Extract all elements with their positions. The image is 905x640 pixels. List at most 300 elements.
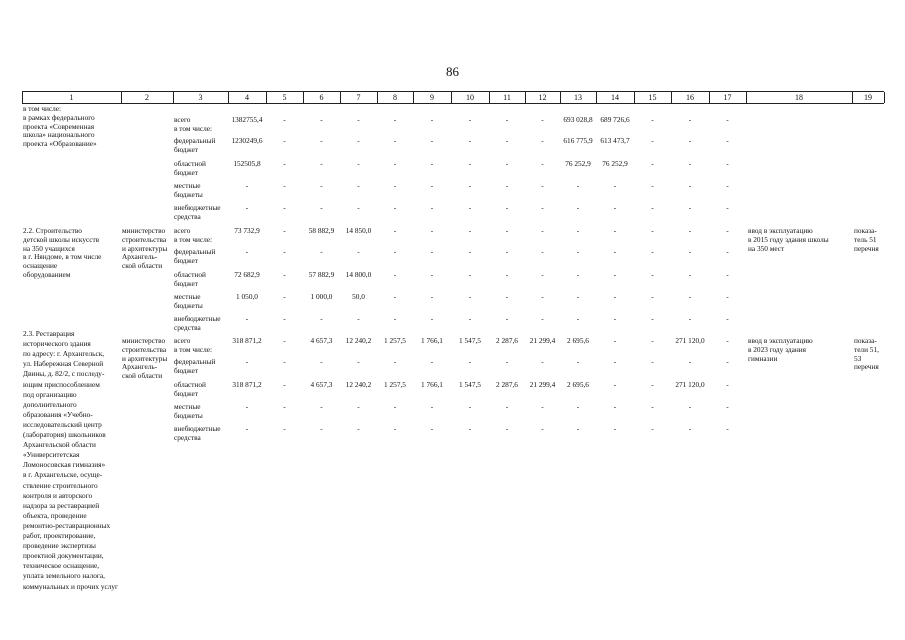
cell-dash: - — [541, 203, 544, 212]
column-header-18: 18 — [795, 93, 803, 102]
cell-dash: - — [393, 115, 397, 124]
cell-dash: - — [613, 424, 617, 433]
column-divider — [413, 92, 414, 103]
cell-dash: - — [357, 314, 360, 323]
cell-dash: - — [726, 159, 729, 168]
column-header-16: 16 — [686, 93, 694, 102]
column-divider — [173, 92, 174, 103]
cell-dash: - — [576, 424, 580, 433]
activity-name: уплата земельного налога, — [23, 571, 105, 581]
column-header-15: 15 — [648, 93, 657, 102]
cell-dash: - — [430, 314, 434, 323]
cell-dash: - — [613, 292, 617, 301]
cell-value: 271 120,0 — [675, 380, 705, 389]
cell-dash: - — [283, 292, 286, 301]
cell-dash: - — [283, 357, 286, 366]
cell-dash: - — [541, 247, 544, 256]
activity-name: ремонтно-реставрационных — [23, 520, 111, 530]
activity-name: на 350 учащихся — [23, 243, 75, 253]
src-ext: средства — [174, 432, 201, 442]
cell-dash: - — [541, 314, 544, 323]
column-divider — [560, 92, 561, 103]
column-divider — [671, 92, 672, 103]
responsible: строительства — [122, 234, 167, 244]
cell-dash: - — [320, 136, 323, 145]
src-loc: бюджеты — [174, 410, 203, 420]
cell-dash: - — [430, 159, 434, 168]
cell-dash: - — [393, 181, 397, 190]
cell-value: 76 252,9 — [565, 159, 591, 168]
src-total: всего — [174, 226, 191, 235]
cell-value: 318 871,2 — [232, 380, 262, 389]
cell-dash: - — [651, 115, 654, 124]
src-reg: бюджет — [174, 278, 198, 288]
cell-dash: - — [688, 424, 692, 433]
cell-dash: - — [430, 357, 434, 366]
cell-dash: - — [576, 181, 580, 190]
column-header-row — [22, 91, 884, 104]
cell-dash: - — [468, 136, 472, 145]
src-fed: бюджет — [174, 365, 198, 375]
column-divider — [489, 92, 490, 103]
cell-dash: - — [245, 247, 249, 256]
responsible: Архангель- — [122, 362, 158, 372]
cell-dash: - — [541, 357, 544, 366]
src-total: всего — [174, 115, 191, 124]
src-incl: в том числе: — [174, 235, 213, 244]
result: на 350 мест — [748, 243, 785, 253]
src-incl: в том числе: — [174, 124, 213, 133]
activity-name: контроля и авторского — [23, 490, 93, 500]
src-fed: бюджет — [174, 255, 198, 265]
responsible: и архитектуры — [122, 353, 168, 363]
cell-dash: - — [613, 336, 617, 345]
cell-value: 152505,8 — [233, 159, 261, 168]
column-header-2: 2 — [145, 93, 149, 102]
src-reg: бюджет — [174, 388, 198, 398]
cell-dash: - — [468, 314, 472, 323]
cell-dash: - — [613, 402, 617, 411]
cell-dash: - — [505, 115, 509, 124]
activity-name: Архангельской области — [23, 440, 96, 450]
cell-dash: - — [505, 424, 509, 433]
cell-dash: - — [688, 159, 692, 168]
cell-dash: - — [283, 270, 286, 279]
src-loc: местные — [174, 181, 201, 190]
responsible: министерство — [122, 226, 166, 235]
cell-value: 689 726,6 — [600, 115, 630, 124]
cell-value: 1 766,1 — [421, 380, 443, 389]
cell-dash: - — [430, 203, 434, 212]
cell-dash: - — [283, 314, 286, 323]
column-divider — [852, 92, 853, 103]
cell-dash: - — [651, 336, 654, 345]
indicator: тели 51, — [854, 344, 879, 354]
cell-dash: - — [430, 247, 434, 256]
cell-value: 14 800,0 — [345, 270, 372, 279]
cell-dash: - — [320, 247, 323, 256]
cell-dash: - — [320, 159, 323, 168]
cell-value: 1 050,0 — [236, 292, 258, 301]
src-loc: бюджеты — [174, 189, 203, 199]
cell-dash: - — [468, 203, 472, 212]
responsible: Архангель- — [122, 252, 158, 262]
cell-value: 12 240,2 — [345, 380, 372, 389]
column-divider — [22, 92, 23, 103]
cell-dash: - — [688, 357, 692, 366]
cell-dash: - — [245, 181, 249, 190]
responsible: ской области — [122, 371, 163, 381]
src-reg: областной — [174, 159, 206, 168]
result: в 2023 году здания — [748, 344, 806, 354]
column-header-1: 1 — [69, 93, 74, 102]
cell-dash: - — [726, 247, 729, 256]
column-header-8: 8 — [393, 93, 397, 102]
column-divider — [884, 92, 885, 103]
cell-dash: - — [468, 270, 472, 279]
cell-dash: - — [688, 203, 692, 212]
result: в 2015 году здания школы — [748, 234, 829, 244]
cell-value: 50,0 — [352, 292, 365, 301]
indicator: показа- — [854, 226, 877, 235]
cell-value: 616 775,9 — [563, 136, 593, 145]
cell-value: 2 287,6 — [496, 336, 518, 345]
cell-value: 1 766,1 — [421, 336, 443, 345]
cell-dash: - — [320, 402, 323, 411]
activity-name: работ, проектирование, — [23, 531, 96, 540]
column-divider — [525, 92, 526, 103]
cell-dash: - — [245, 357, 249, 366]
cell-dash: - — [651, 203, 654, 212]
column-divider — [121, 92, 122, 103]
activity-name: проекта «Современная — [23, 121, 95, 131]
cell-dash: - — [393, 203, 397, 212]
cell-dash: - — [541, 424, 544, 433]
src-reg: областной — [174, 270, 206, 279]
cell-dash: - — [430, 270, 434, 279]
activity-name: объекта, проведение — [23, 510, 87, 520]
src-loc: бюджеты — [174, 300, 203, 310]
cell-dash: - — [468, 159, 472, 168]
cell-dash: - — [357, 424, 360, 433]
activity-name: в г. Няндоме, в том числе — [23, 252, 102, 262]
cell-dash: - — [688, 136, 692, 145]
cell-dash: - — [393, 247, 397, 256]
indicator: 53 — [854, 353, 862, 363]
cell-dash: - — [726, 136, 729, 145]
responsible: ской области — [122, 261, 163, 271]
cell-dash: - — [688, 226, 692, 235]
cell-dash: - — [468, 357, 472, 366]
cell-dash: - — [505, 270, 509, 279]
src-fed: федеральный — [174, 357, 216, 366]
cell-value: 21 299,4 — [529, 336, 556, 345]
cell-value: 2 695,6 — [567, 380, 589, 389]
cell-dash: - — [726, 181, 729, 190]
cell-dash: - — [357, 159, 360, 168]
activity-name: «Университетская — [23, 450, 80, 460]
cell-dash: - — [283, 226, 286, 235]
column-divider — [266, 92, 267, 103]
src-ext: средства — [174, 322, 201, 332]
cell-dash: - — [576, 357, 580, 366]
activity-name: коммунальных и прочих услуг — [23, 581, 118, 591]
cell-dash: - — [651, 136, 654, 145]
cell-dash: - — [505, 357, 509, 366]
cell-dash: - — [283, 136, 286, 145]
cell-dash: - — [688, 181, 692, 190]
column-header-9: 9 — [430, 93, 434, 102]
cell-dash: - — [651, 226, 654, 235]
cell-dash: - — [726, 203, 729, 212]
cell-dash: - — [726, 270, 729, 279]
cell-dash: - — [320, 181, 323, 190]
cell-dash: - — [393, 402, 397, 411]
cell-dash: - — [613, 247, 617, 256]
cell-dash: - — [541, 136, 544, 145]
cell-dash: - — [320, 424, 323, 433]
cell-dash: - — [688, 115, 692, 124]
cell-dash: - — [245, 424, 249, 433]
cell-dash: - — [393, 270, 397, 279]
cell-dash: - — [393, 226, 397, 235]
src-ext: внебюджетные — [174, 203, 221, 212]
cell-dash: - — [393, 159, 397, 168]
src-fed: федеральный — [174, 136, 216, 145]
cell-dash: - — [283, 247, 286, 256]
cell-dash: - — [651, 357, 654, 366]
cell-dash: - — [613, 380, 617, 389]
column-header-6: 6 — [319, 93, 324, 102]
indicator: тель 51 — [854, 234, 877, 244]
cell-dash: - — [468, 115, 472, 124]
cell-dash: - — [651, 181, 654, 190]
column-header-14: 14 — [611, 93, 619, 102]
cell-dash: - — [468, 247, 472, 256]
cell-value: 1 257,5 — [384, 380, 406, 389]
column-header-4: 4 — [245, 93, 249, 102]
cell-dash: - — [283, 380, 286, 389]
column-header-19: 19 — [864, 93, 872, 102]
activity-name: в том числе: — [23, 104, 62, 113]
cell-dash: - — [320, 314, 323, 323]
cell-value: 14 850,0 — [345, 226, 372, 235]
cell-dash: - — [651, 380, 654, 389]
cell-dash: - — [726, 314, 729, 323]
cell-dash: - — [576, 203, 580, 212]
column-divider — [303, 92, 304, 103]
cell-dash: - — [505, 181, 509, 190]
activity-name: исторического здания — [23, 339, 91, 349]
responsible: министерство — [122, 336, 166, 345]
column-divider — [377, 92, 378, 103]
cell-dash: - — [430, 424, 434, 433]
cell-dash: - — [726, 402, 729, 411]
activity-name: исследовательский центр — [23, 419, 102, 429]
cell-dash: - — [505, 247, 509, 256]
src-loc: местные — [174, 402, 201, 411]
cell-dash: - — [283, 115, 286, 124]
activity-name: Ломоносовская гимназия» — [23, 460, 106, 470]
cell-dash: - — [357, 357, 360, 366]
cell-value: 72 682,9 — [234, 270, 260, 279]
cell-dash: - — [468, 292, 472, 301]
indicator: показа- — [854, 336, 877, 345]
cell-dash: - — [651, 402, 654, 411]
cell-dash: - — [357, 136, 360, 145]
column-header-5: 5 — [282, 93, 287, 102]
cell-dash: - — [393, 314, 397, 323]
cell-dash: - — [651, 424, 654, 433]
cell-dash: - — [357, 402, 360, 411]
cell-dash: - — [613, 357, 617, 366]
cell-dash: - — [613, 203, 617, 212]
activity-name: в г. Архангельске, осуще- — [23, 470, 103, 480]
cell-dash: - — [468, 424, 472, 433]
cell-dash: - — [505, 159, 509, 168]
cell-value: 1 547,5 — [459, 336, 481, 345]
cell-value: 1230249,6 — [231, 136, 263, 145]
cell-value: 693 028,8 — [563, 115, 593, 124]
cell-value: 1382755,4 — [231, 115, 263, 124]
cell-dash: - — [613, 181, 617, 190]
cell-dash: - — [651, 314, 654, 323]
cell-value: 318 871,2 — [232, 336, 262, 345]
cell-dash: - — [726, 336, 729, 345]
cell-dash: - — [320, 115, 323, 124]
cell-dash: - — [688, 247, 692, 256]
activity-name: ющим приспособлением — [23, 379, 100, 389]
cell-dash: - — [505, 314, 509, 323]
cell-dash: - — [320, 357, 323, 366]
cell-dash: - — [726, 357, 729, 366]
activity-name: оборудованием — [23, 270, 71, 279]
column-divider — [634, 92, 635, 103]
responsible: и архитектуры — [122, 243, 168, 253]
cell-dash: - — [393, 357, 397, 366]
cell-dash: - — [468, 402, 472, 411]
activity-name: техническое оснащение, — [23, 561, 100, 571]
cell-value: 1 000,0 — [310, 292, 333, 301]
cell-value: 4 657,3 — [310, 380, 333, 389]
cell-dash: - — [505, 402, 509, 411]
cell-value: 57 882,9 — [308, 270, 335, 279]
cell-dash: - — [430, 226, 434, 235]
cell-dash: - — [651, 247, 654, 256]
cell-dash: - — [541, 292, 544, 301]
cell-dash: - — [688, 292, 692, 301]
activity-name: проектной документации, — [23, 551, 104, 561]
src-incl: в том числе: — [174, 345, 213, 354]
cell-dash: - — [430, 292, 434, 301]
cell-dash: - — [541, 181, 544, 190]
column-divider — [340, 92, 341, 103]
cell-dash: - — [651, 159, 654, 168]
activity-name: проекта «Образование» — [23, 139, 97, 149]
src-ext: средства — [174, 211, 201, 221]
cell-dash: - — [541, 226, 544, 235]
cell-dash: - — [468, 181, 472, 190]
cell-value: 12 240,2 — [345, 336, 372, 345]
column-divider — [596, 92, 597, 103]
cell-dash: - — [430, 181, 434, 190]
result: ввод в эксплуатацию — [748, 336, 813, 345]
cell-dash: - — [430, 402, 434, 411]
cell-dash: - — [541, 159, 544, 168]
cell-dash: - — [505, 136, 509, 145]
cell-dash: - — [283, 203, 286, 212]
cell-dash: - — [541, 402, 544, 411]
cell-dash: - — [283, 181, 286, 190]
src-total: всего — [174, 336, 191, 345]
cell-value: 2 287,6 — [496, 380, 518, 389]
cell-dash: - — [245, 203, 249, 212]
src-ext: внебюджетные — [174, 424, 221, 433]
activity-name: образования «Учебно- — [23, 409, 93, 419]
cell-dash: - — [688, 402, 692, 411]
indicator: перечня — [854, 362, 879, 372]
activity-name: ул. Набережная Северной — [23, 359, 104, 369]
cell-dash: - — [505, 226, 509, 235]
cell-dash: - — [245, 314, 249, 323]
responsible: строительства — [122, 344, 167, 354]
activity-name: 2.2. Строительство — [23, 226, 82, 235]
cell-dash: - — [430, 115, 434, 124]
activity-name: Двины, д. 82/2, с последу- — [23, 369, 105, 379]
cell-value: 76 252,9 — [602, 159, 628, 168]
column-header-10: 10 — [466, 93, 474, 102]
result: ввод в эксплуатацию — [748, 226, 813, 235]
cell-dash: - — [576, 270, 580, 279]
cell-dash: - — [576, 292, 580, 301]
column-divider — [746, 92, 747, 103]
src-reg: бюджет — [174, 167, 198, 177]
cell-dash: - — [283, 424, 286, 433]
cell-dash: - — [688, 270, 692, 279]
cell-value: 613 473,7 — [600, 136, 630, 145]
cell-value: 1 547,5 — [459, 380, 481, 389]
cell-dash: - — [651, 292, 654, 301]
cell-dash: - — [357, 247, 360, 256]
cell-dash: - — [726, 226, 729, 235]
activity-name: оснащение — [23, 261, 58, 271]
activity-name: надзора за реставрацией — [23, 500, 100, 510]
cell-dash: - — [613, 226, 617, 235]
cell-dash: - — [430, 136, 434, 145]
cell-dash: - — [393, 292, 397, 301]
activity-name: детской школы искусств — [23, 234, 100, 244]
cell-dash: - — [576, 402, 580, 411]
column-divider — [709, 92, 710, 103]
column-header-17: 17 — [723, 93, 732, 102]
src-loc: местные — [174, 292, 201, 301]
activity-name: школа» национального — [23, 130, 95, 140]
cell-dash: - — [613, 314, 617, 323]
activity-name: дополнительного — [23, 399, 77, 409]
column-divider — [228, 92, 229, 103]
cell-dash: - — [320, 203, 323, 212]
cell-dash: - — [576, 247, 580, 256]
column-header-7: 7 — [356, 93, 361, 102]
cell-dash: - — [357, 181, 360, 190]
result: гимназии — [748, 353, 778, 363]
cell-value: 2 695,6 — [567, 336, 589, 345]
column-header-3: 3 — [198, 93, 203, 102]
cell-dash: - — [726, 424, 729, 433]
column-header-12: 12 — [538, 93, 547, 102]
column-header-13: 13 — [574, 93, 582, 102]
activity-name: 2.3. Реставрация — [23, 329, 75, 338]
